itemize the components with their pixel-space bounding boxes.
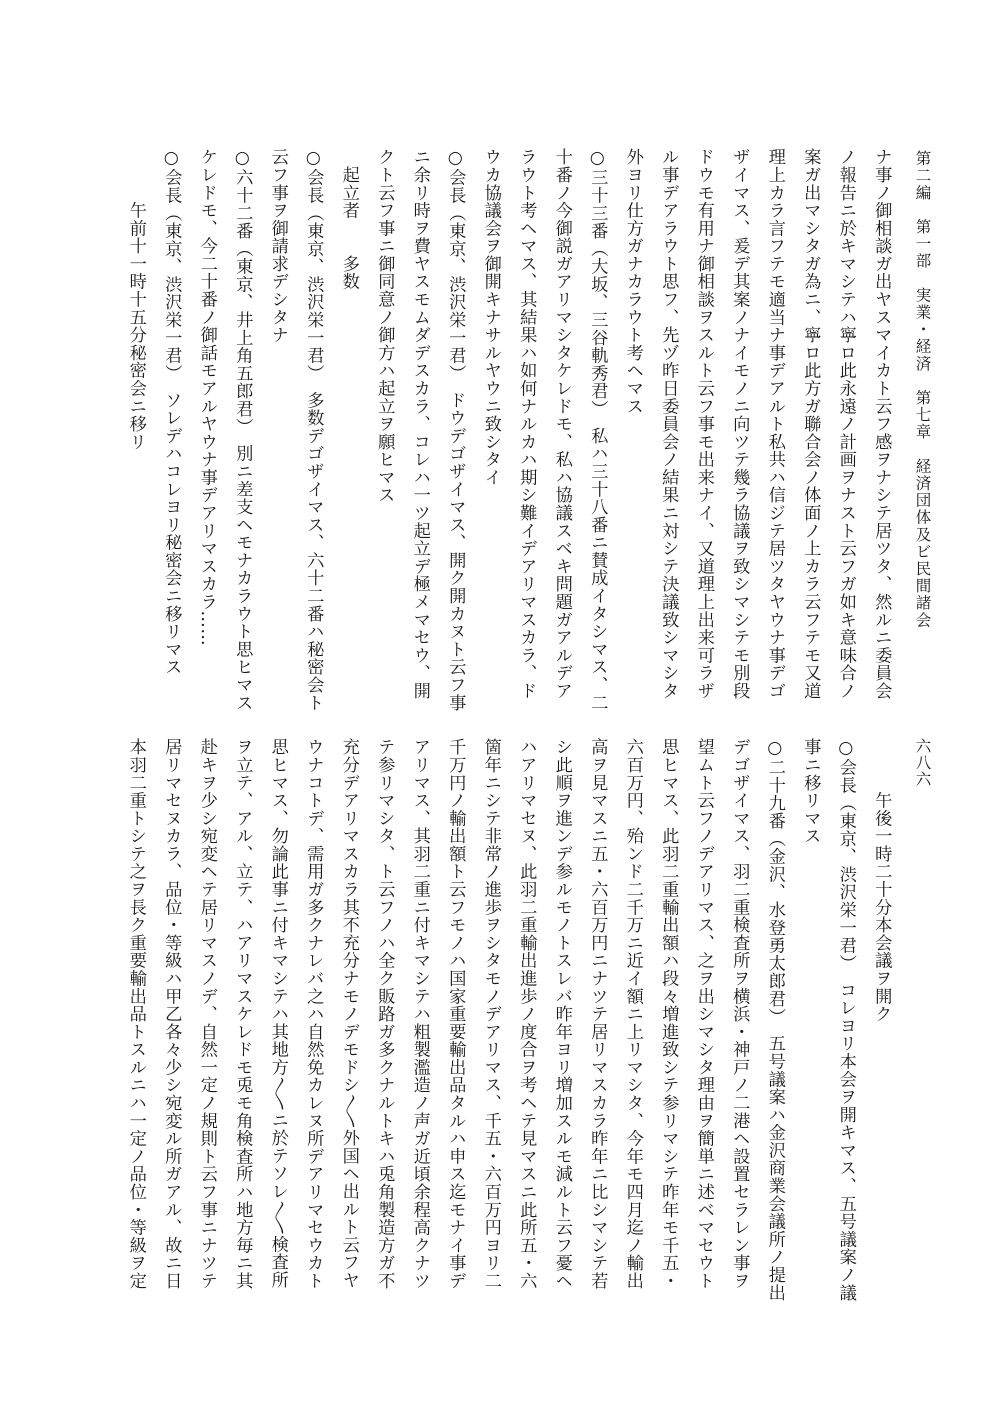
text-column: ザイマス、爰デ其案ノナイモノニ向ツテ幾ラ協議ヲ致シマシテモ別段 [729, 148, 750, 700]
text-column: ○会長（東京、渋沢栄一君） ドウデゴザイマス、開ク開カヌト云フ事 [445, 148, 466, 712]
running-header: 第二編 第一部 実業・経済 第七章 経済団体及ビ民間諸会 [913, 150, 932, 629]
text-column: アリマス、其羽二重ニ付キマシテハ粗製濫造ノ声ガ近頃余程高クナツ [409, 738, 430, 1290]
text-column: クト云フ事ニ御同意ノ御方ハ起立ヲ願ヒマス [374, 148, 395, 504]
text-column: ナ事ノ御相談ガ出ヤスマイカト云フ感ヲナシテ居ツタ、然ルニ委員会 [871, 148, 892, 700]
text-column: ウカ協議会ヲ御開キナサルヤウニ致シタイ [480, 148, 501, 487]
text-column: ル事デアラウト思フ、先ヅ昨日委員会ノ結果ニ対シテ決議致シマシタ [658, 148, 679, 700]
text-column: 理上カラ言フテモ適当ナ事デアルト私共ハ信ジテ居ツタヤウナ事デゴ [764, 148, 785, 700]
text-column: ノ報告ニ於キマシテハ寧ロ此永遠ノ計画ヲナスト云フガ如キ意味合ノ [835, 148, 856, 700]
text-column: 赴キヲ少シ宛変ヘテ居リマスノデ、自然一定ノ規則ト云フ事ニナツテ [196, 738, 217, 1290]
text-column: ○六十二番（東京、井上角五郎君） 別ニ差支ヘモナカラウト思ヒマス [232, 148, 253, 712]
text-column: ○三十三番（大坂、三谷軌秀君） 私ハ三十八番ニ賛成イタシマス、二 [587, 148, 608, 712]
text-column: 午後一時二十分本会議ヲ開ク [871, 738, 892, 1023]
text-column: ヲ立テ、アル、立テ、ハアリマスケレドモ兎モ角検査所ハ地方毎ニ其 [232, 738, 253, 1290]
text-column: デゴザイマス、羽二重検査所ヲ横浜・神戸ノ二港ヘ設置セラレン事ヲ [729, 738, 750, 1290]
page-number: 六八六 [913, 738, 932, 788]
text-column: 思ヒマス、勿論此事ニ付キマシテハ其地方〳〵ニ於テソレ〳〵検査所 [267, 738, 288, 1289]
text-column: 六百万円、殆ンド二千万ニ近イ額ニ上リマシタ、今年モ四月迄ノ輸出 [622, 738, 643, 1290]
text-column: ウナコトデ、需用ガ多クナレバ之ハ自然免カレヌ所デアリマセウカト [303, 738, 324, 1290]
text-column: ラウト考ヘマス、其結果ハ如何ナルカハ期シ難イデアリマスカラ、ド [516, 148, 537, 700]
text-column: ○会長（東京、渋沢栄一君） 多数デゴザイマス、六十二番ハ秘密会ト [303, 148, 324, 712]
text-column: 千万円ノ輸出額ト云フモノハ国家重要輸出品タルハ申ス迄モナイ事デ [445, 738, 466, 1290]
text-column: 高ヲ見マスニ五・六百万円ニナツテ居リマスカラ昨年ニ比シマシテ若 [587, 738, 608, 1290]
text-column: 居リマセヌカラ、品位・等級ハ甲乙各々少シ宛変ル所ガアル、故ニ日 [161, 738, 182, 1290]
text-column: ドウモ有用ナ御相談ヲスルト云フ事モ出来ナイ、又道理上出来可ラザ [693, 148, 714, 700]
text-column: 本羽二重トシテ之ヲ長ク重要輸出品トスルニハ一定ノ品位・等級ヲ定 [125, 738, 146, 1290]
text-column: ○会長（東京、渋沢栄一君） コレヨリ本会ヲ開キマス、五号議案ノ議 [835, 738, 856, 1302]
text-column: 事ニ移リマス [800, 738, 821, 845]
text-column: 外ヨリ仕方ガナカラウト考ヘマス [622, 148, 643, 415]
text-column: ○二十九番（金沢、水登勇太郎君） 五号議案ハ金沢商業会議所ノ提出 [764, 738, 785, 1302]
text-column: ケレドモ、今二十番ノ御話モアルヤウナ事デアリマスカラ…… [196, 148, 217, 647]
text-column: 思ヒマス、此羽二重輸出額ハ段々増進致シテ参リマシテ昨年モ千五・ [658, 738, 679, 1290]
text-column: ニ余リ時ヲ費ヤスモムダデスカラ、コレハ一ツ起立デ極メマセウ、開 [409, 148, 430, 700]
text-column: 望ムト云フノデアリマス、之ヲ出シマシタ理由ヲ簡単ニ述ベマセウト [693, 738, 714, 1290]
text-column: 午前十一時十五分秘密会ニ移リ [125, 148, 146, 451]
text-column: ハアリマセヌ、此羽二重輸出進歩ノ度合ヲ考ヘテ見マスニ此所五・六 [516, 738, 537, 1290]
text-column: 云フ事ヲ御請求デシタナ [267, 148, 288, 344]
text-column: テ参リマシタ、ト云フノハ全ク販路ガ多クナルトキハ兎角製造方ガ不 [374, 738, 395, 1290]
text-column: 充分デアリマスカラ其不充分ナモノデモドシ〳〵外国ヘ出ルト云フヤ [338, 738, 359, 1289]
text-column: 箇年ニシテ非常ノ進歩ヲシタモノデアリマス、千五・六百万円ヨリ二 [480, 738, 501, 1290]
text-column: 起立者 多数 [338, 148, 359, 291]
text-column: シ此順ヲ進ンデ参ルモノトスレバ昨年ヨリ増加スルモ減ルト云フ憂ヘ [551, 738, 572, 1290]
text-column: 案ガ出マシタガ為ニ、寧ロ此方ガ聯合会ノ体面ノ上カラ云フテモ又道 [800, 148, 821, 700]
text-column: 十番ノ今御説ガアリマシタケレドモ、私ハ協議スベキ問題ガアルデア [551, 148, 572, 700]
text-column: ○会長（東京、渋沢栄一君） ソレデハコレヨリ秘密会ニ移リマス [161, 148, 182, 676]
